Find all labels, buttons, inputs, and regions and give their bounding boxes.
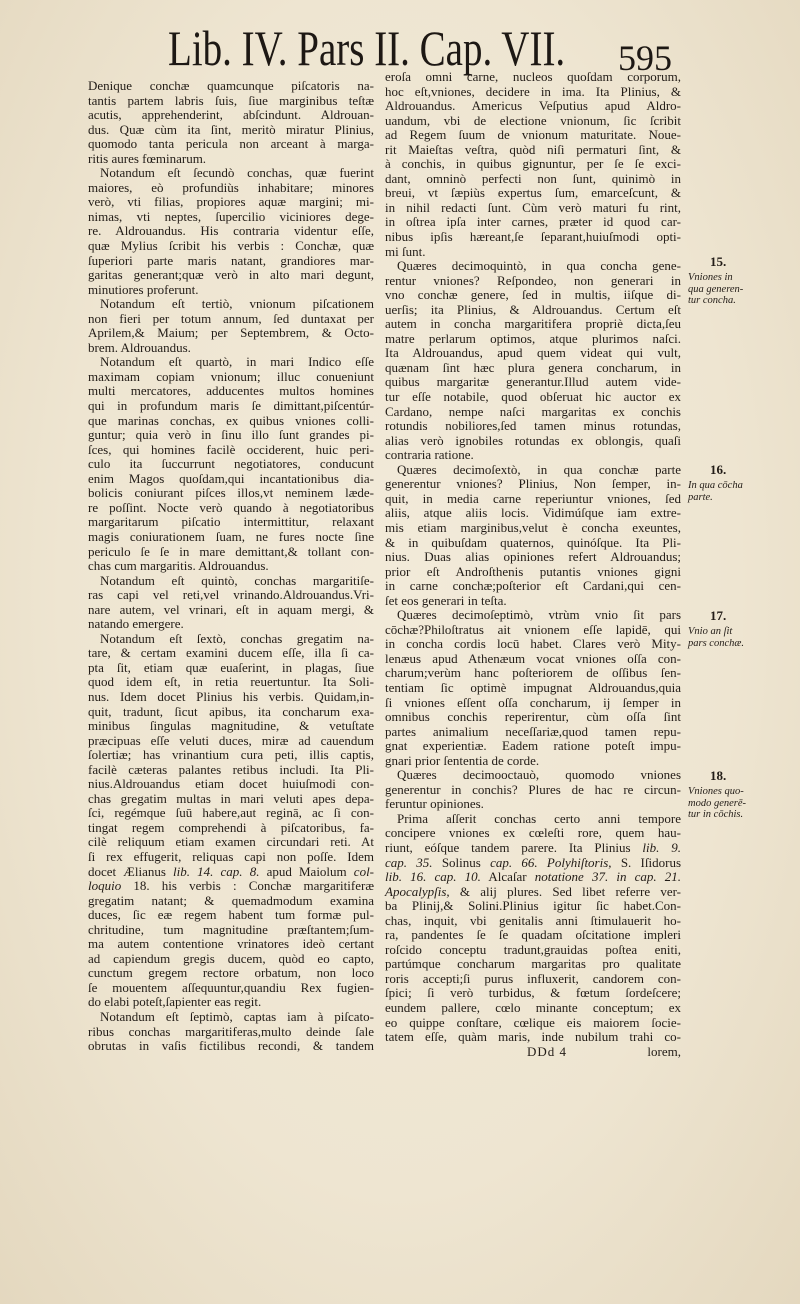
text-line: Prima aſſerit conchas certo anni tempore	[397, 810, 681, 826]
paragraph	[88, 79, 374, 166]
roman-text: riunt, eóſque tandem parere. Ita Plinius	[385, 839, 643, 855]
text-line: Aldrouandus. Americus Veſputius apud Aldro-	[385, 98, 681, 114]
text-line	[385, 870, 681, 885]
text-line: ma autem contentione vrinatores ideò certant	[88, 936, 374, 952]
text-line: quit, in media carne reperiuntur vniones, ſed	[385, 490, 681, 506]
margin-note	[688, 609, 770, 649]
text-line: chas gregatim multas in mari veluti apes depa-	[88, 790, 374, 806]
text-line: nare autem, vel vrinari, eſt in aquam mergi, &	[88, 601, 374, 617]
text-line: periculo ſe ſe in mare demittant,& tollant con-	[88, 543, 374, 559]
paragraph	[88, 355, 374, 573]
text-line: Notandum eſt tertiò, vnionum piſcationem	[100, 296, 374, 312]
margin-note-line: Vniones quo-	[688, 786, 744, 797]
text-line: Notandum eſt ſecundò conchas, quæ fuerint	[100, 165, 374, 181]
text-line: que marinas conchas, ex quibus vniones colli-	[88, 412, 374, 428]
text-line: ſe mouentem aſſequuntur,quandiu Rex fugien-	[88, 979, 374, 995]
text-line: uerſis; ita Plinius, & Aldrouandus. Certum eſt	[385, 301, 681, 317]
text-line: minibus ſingulas magnitudine, & vetuſtate	[88, 718, 374, 734]
italic-text: col-	[353, 863, 375, 879]
text-line: in nihil redacti ſunt. Cùm verò maturi fu rint,	[385, 199, 681, 215]
paragraph	[385, 259, 681, 463]
text-line: qui in profundum maris ſe dimittant,piſcentúr-	[88, 398, 374, 414]
text-line: multi mercatores, adducentes multos homines	[88, 383, 374, 399]
text-line: quæ Mylius ſcribit his verbis : Conchæ, quæ	[88, 238, 374, 254]
text-line: natando emergere.	[88, 616, 184, 632]
roman-text: apud Maiolum	[259, 863, 354, 879]
margin-note-line: tur concha.	[688, 295, 736, 306]
roman-text: 18. his verbis : Conchæ margaritiferæ	[121, 878, 374, 894]
text-line: partúmque concharum margaritas pro qualitate	[385, 956, 681, 972]
page-number: 595	[618, 38, 672, 78]
text-line: Notandum eſt quartò, in mari Indico eſſe	[100, 354, 374, 370]
text-line	[88, 879, 374, 894]
paragraph	[88, 297, 374, 355]
margin-note-line: tur in cōchis.	[688, 809, 744, 820]
text-line: ſolertiæ; has vrinantium cura peti, illis captis,	[88, 747, 374, 763]
paragraph	[385, 812, 681, 1045]
margin-note-number: 16.	[710, 462, 727, 477]
text-line: vno conchæ genere, ſed in multis, iiſque di-	[385, 287, 681, 303]
text-line: tingat regem comprehendi à piſcatoribus, fa-	[88, 819, 374, 835]
text-line: ſuperiori parte maris natant, grandiores mar-	[88, 252, 374, 268]
margin-note-number: 17.	[710, 608, 727, 623]
text-line: ſi rex effugerit, reliquas capi non poſſe. Idem	[88, 848, 374, 864]
text-line: Notandum eſt ſextò, conchas gregatim na-	[100, 630, 374, 646]
text-line: breui, vt ſæpiùs expertus ſum, emarceſcunt, &	[385, 185, 681, 201]
margin-note-line: modo generē-	[688, 797, 747, 809]
text-line: ſces, qui homines facilè occiderent, huic peri-	[88, 441, 374, 457]
text-line: tantis partem labris ſuis, ſiue marginibus teſtæ	[88, 92, 374, 108]
text-line: re. Aldrouandus. His contraria videntur eſſe,	[88, 223, 374, 239]
margin-note-number: 18.	[710, 768, 727, 783]
text-line: tare, & certam examini ducem eſſe, illa ſi ca-	[88, 645, 374, 661]
paragraph	[385, 768, 681, 812]
text-line: rit Maieſtas veſtra, quòd niſi permaturi ſint, &	[385, 141, 681, 157]
text-line: facilè cæteras palantes retibus includi. Ita Pli-	[88, 761, 374, 777]
text-line: ribus conchas margaritiferas,multo deinde ſale	[88, 1023, 374, 1039]
text-line: bolicis coniurant piſces illos,vt neminem læde-	[88, 485, 374, 501]
text-line: matre perlarum optimos, atque plurimos naſci.	[385, 330, 681, 346]
text-line: pta ſit, etiam quæ euaſerint, in plagas, ſiue	[88, 659, 374, 675]
text-line: re poſſint. Nocte verò quando à negotiatoribus	[88, 499, 374, 515]
text-line: ſpici; ſi verò turbidus, & fœtum ſordeſcere;	[385, 985, 681, 1001]
text-line: cōchæ?Philoſtratus ait vnionem eſſe lapidē, qui	[385, 621, 681, 637]
text-line: tur eſſe notabile, quod obſeruat hic auctor ex	[385, 389, 681, 405]
text-line: ſet eos generari in teſta.	[385, 592, 507, 608]
text-line: in carne conchæ;poſterior eſt Cardani,qui cen-	[385, 578, 681, 594]
text-line: eundem pallere, cœlo minante conceptum; ex	[385, 1000, 681, 1015]
text-line: nius. Duas alias opiniones refert Aldrouandus;	[385, 549, 681, 565]
text-line: quit, tradunt, ſicut apibus, ita concharum exa-	[88, 703, 374, 719]
margin-note	[688, 769, 770, 821]
margin-note	[688, 463, 770, 503]
text-line: partes animalium neceſſariæ,quod tamen repu-	[385, 723, 681, 739]
text-line: magis coniurationem ſuam, ne fures nocte ſine	[88, 528, 374, 544]
text-line: non fieri per totum annum, ſed duntaxat per	[88, 310, 374, 326]
text-line: Aprilem,& Maium; per Septembrem, & Octo-	[88, 325, 374, 341]
text-line: Quæres decimoſextò, in qua conchæ parte	[397, 461, 681, 477]
paragraph	[385, 463, 681, 608]
left-text-column	[88, 79, 374, 1054]
text-line: præcipuas eſſe veluti duces, miræ ad cauendum	[88, 732, 374, 748]
text-line: mi ſunt.	[385, 243, 426, 259]
text-line: mis etiam marginibus,velut è concha exeuntes,	[385, 519, 681, 535]
text-line: ad capiendum gregis ducem, quòd eo capto,	[88, 950, 374, 966]
text-line: chas cum margaritis. Aldrouandus.	[88, 558, 269, 574]
text-line: gnat experientiæ. Eadem ratione poteſt impu-	[385, 738, 681, 754]
text-line: gnari prior ſententia de corde.	[385, 752, 540, 768]
text-line: margaritarum piſcatio intermittitur, relaxant	[88, 514, 374, 530]
roman-text: S. Iſidorus	[611, 854, 681, 870]
text-line: lenæus apud Athenæum vocat vniones oſſa con-	[385, 650, 681, 666]
text-line: dus. Quæ cùm ita ſint, meritò miratur Plinius,	[88, 121, 374, 137]
text-line: Quæres decimooctauò, quomodo vniones	[397, 767, 681, 783]
italic-text: lib. 9.	[642, 839, 681, 855]
text-line: nibus ipſis hæreant,ſe ſeparant,huiuſmodi opti-	[385, 229, 681, 245]
text-line: brem. Aldrouandus.	[88, 339, 191, 355]
text-line: ba Plinij,& Solini.Plinius igitur ſic habet.Con-	[385, 898, 681, 914]
text-line: nus. Idem docet Plinius his verbis. Quidam,in-	[88, 688, 374, 704]
text-line: quod idem eſt, in retia reuertuntur. Ita Soli-	[88, 674, 374, 690]
text-line: Quæres decimoquintò, in qua concha gene-	[397, 258, 681, 274]
margin-note-line: pars conchæ.	[688, 637, 744, 649]
text-line: Ita Aldrouandus, apud quem videat qui vult,	[385, 345, 681, 361]
italic-text: loquio	[88, 878, 122, 894]
text-line: Quæres decimoſeptimò, vtrùm vnio ſit pars	[397, 607, 681, 623]
text-line: Notandum eſt quintò, conchas margaritiſe-	[100, 572, 374, 588]
margin-note-line: In qua cōcha	[688, 480, 743, 491]
text-line: ritis aures fœminarum.	[88, 150, 207, 166]
roman-text: docet Ælianus	[88, 863, 174, 879]
text-line: Denique conchæ quamcunque piſcatoris na-	[88, 78, 374, 93]
text-line: duces, ſic eæ regem habent tum formæ pul-	[88, 907, 374, 923]
text-line: in concha cordis locū habet. Clares verò Mity-	[385, 636, 681, 652]
text-line: rentur vniones? Reſpondeo, non generari in	[385, 272, 681, 288]
text-line	[385, 841, 681, 856]
text-line: minutiores proferunt.	[88, 281, 199, 297]
margin-note-line: qua generen-	[688, 283, 744, 295]
text-line: contraria ratione.	[385, 447, 474, 463]
text-line: culo ita ſuccurrunt negotiatores, conducunt	[88, 456, 374, 472]
text-line: eo quippe conſtare, cœlique eis maiorem ſocie-	[385, 1014, 681, 1030]
text-line: rotundis nobiliores,ſed tamen minus rotundas,	[385, 418, 681, 434]
text-line: cunctum gregem rectore orbatum, non loco	[88, 965, 374, 981]
italic-text: cap. 35.	[385, 854, 433, 870]
paragraph	[88, 574, 374, 632]
roman-text: Solinus	[432, 854, 491, 870]
text-line: tentiam ſic optimè impugnat Aldrouandus,quia	[385, 679, 681, 695]
text-line: ras capi vel reti,vel vrinando.Aldrouandus.Vri-	[88, 587, 374, 603]
paragraph	[88, 632, 374, 1010]
text-line: hoc eſt,vniones, decidere in ima. Ita Plinius, &	[385, 83, 681, 99]
text-line: roſcido conceptu tradunt,grauidas poſtea eniti,	[385, 941, 681, 957]
text-line: eroſa omni carne, nucleos quoſdam corporum,	[385, 69, 681, 84]
text-line: ad Regem ſuum de vnionum maturitate. Noue-	[385, 127, 681, 143]
text-line: dant, omninò perfecti non ſunt, quinimò in	[385, 170, 681, 186]
text-line: verò, vti filias, propiores aquæ margini; mi-	[88, 194, 374, 210]
text-line: & in quibuſdam quaternos, quinóſque. Ita Pli-	[385, 534, 681, 550]
text-line: guntur; quia verò in ſinu illo ſunt grandes pi-	[88, 427, 374, 443]
text-line: generentur in conchis? Plures de hac re circun-	[385, 781, 681, 797]
text-line: chritudine, tum magnitudine præſtantem;ſum-	[88, 921, 374, 937]
text-line: nius.Aldrouandus etiam docet huiuſmodi con-	[88, 776, 374, 792]
text-line: concipere vniones ex cœleſti rore, quem hau-	[385, 825, 681, 841]
text-line: in oſtrea ipſa inter carnes, præter id quod car-	[385, 214, 681, 230]
text-line: autem in concha margaritifera propriè dicta,ſeu	[385, 316, 681, 332]
text-line: maximam copiam vnionum; illuc conueniunt	[88, 368, 374, 384]
text-line: nimas, vti neptes, ſupercilio viciniores dege-	[88, 208, 374, 224]
text-line: ſci, regémque ſuū habere,aut reginā, ac ſi con-	[88, 805, 374, 821]
text-line: quomodo tanta pericula non arceant à marga-	[88, 136, 374, 152]
text-line	[385, 885, 681, 900]
text-line: à conchis, in quibus gignuntur, per ſe ſe exci-	[385, 156, 681, 172]
paragraph	[385, 608, 681, 768]
text-line: maiores, eò profundiùs inhabitare; minores	[88, 179, 374, 195]
text-line: roris accepti;ſi purus influxerit, candorem con-	[385, 970, 681, 986]
text-line: prior eſt Androſthenis putantis vniones gigni	[385, 563, 681, 579]
text-line: do elabi poteſt,ſapienter eas regit.	[88, 994, 262, 1010]
text-line	[88, 865, 374, 880]
text-line: feruntur opiniones.	[385, 796, 484, 812]
text-line: charum;verùm hanc poſteriorem de oſſibus ſen-	[385, 665, 681, 681]
right-text-column	[385, 70, 681, 1045]
italic-text: Apocalypſis,	[385, 883, 450, 899]
running-head: Lib. IV. Pars II. Cap. VII.	[168, 20, 566, 76]
catchword: lorem,	[647, 1044, 681, 1059]
text-line: chas, inquit, vbi genitalis anni ſtimulauerit ho-	[385, 912, 681, 928]
margin-note-line: Vnio an ſit	[688, 626, 733, 637]
text-line: tatem eſſe, quàm maris, inde nubilum trahi co-	[385, 1029, 681, 1045]
roman-text: & alij plures. Sed libet referre ver-	[449, 883, 681, 899]
text-line: quænam ſint hæc plura genera concharum, in	[385, 359, 681, 375]
text-line	[385, 856, 681, 871]
text-line: alias verò ignobiles rotundas ex oblongis, quaſi	[385, 432, 681, 448]
signature-mark: DDd 4	[527, 1044, 568, 1059]
text-line: acutis, apprehenderint, abſcindunt. Aldrouan-	[88, 107, 374, 123]
paragraph	[88, 166, 374, 297]
margin-note-line: Vniones in	[688, 272, 733, 283]
text-line: omnibus conchis reperirentur, cùm oſſa ſint	[385, 709, 681, 725]
paragraph	[385, 70, 681, 259]
text-line: enim Magos quoſdam,qui incantationibus dia-	[88, 470, 374, 486]
paragraph	[88, 1010, 374, 1054]
text-line: obrutas in vaſis fictilibus recondi, & tandem	[88, 1038, 374, 1054]
text-line: gregatim natant; & quemadmodum examina	[88, 892, 374, 908]
text-line: uandum, vbi de electione vnionum, ſic ſcribit	[385, 112, 681, 128]
italic-text: cap. 66. Polyhiſtoris,	[490, 854, 612, 870]
italic-text: lib. 16. cap. 10.	[385, 869, 481, 885]
page-footer	[385, 1045, 681, 1060]
italic-text: lib. 14. cap. 8.	[173, 863, 260, 879]
text-line: Notandum eſt ſeptimò, captas iam à piſcato-	[100, 1009, 374, 1024]
roman-text: Alcaſar	[480, 869, 535, 885]
margin-note	[688, 255, 770, 307]
text-line: aliis, atque aliis locis. Vidimúſque iam extre-	[385, 505, 681, 521]
italic-text: notatione 37. in cap. 21.	[534, 869, 681, 885]
text-line: Cardano, nempe naſci margaritas ex conchis	[385, 403, 681, 419]
text-line: ra, pandentes ſe ſe quadam oſcitatione impleri	[385, 927, 681, 943]
margin-note-number: 15.	[710, 254, 727, 269]
text-line: ſi vniones eſſent oſſa concharum, ij ſemper in	[385, 694, 681, 710]
margin-note-line: parte.	[688, 491, 713, 503]
text-line: garitas generant;quæ verò in alto mari degunt,	[88, 267, 374, 283]
text-line: generentur vniones? Plinius, Non ſemper, in-	[385, 476, 681, 492]
text-line: cilè reliquum etiam examen circundari reti. At	[88, 834, 374, 850]
text-line: quibus margaritæ generantur.Illud autem vide-	[385, 374, 681, 390]
